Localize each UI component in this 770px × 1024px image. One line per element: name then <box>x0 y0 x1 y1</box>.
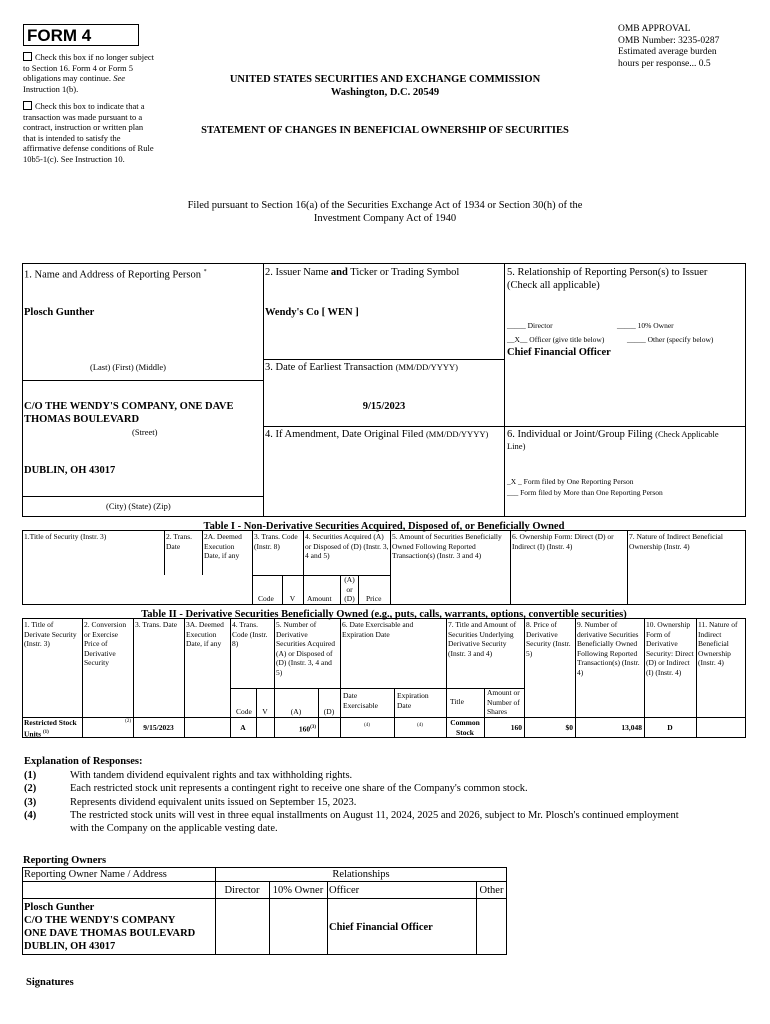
agency-city: Washington, D.C. 20549 <box>330 87 440 98</box>
t2-row-exercisable-fn: (4) <box>364 723 370 728</box>
filing-option-one: _X _ Form filed by One Reporting Person <box>507 477 634 486</box>
t2-row-code: A <box>240 723 246 732</box>
t1-sub-amount: Amount <box>307 594 332 603</box>
relationship-officer: __X__ Officer (give title below) <box>507 335 605 344</box>
t1-col-deemed: 2A. Deemed Execution Date, if any <box>204 532 242 560</box>
t1-sub-aord: (A) or (D) <box>344 575 355 603</box>
t2-row-conversion-fn: (2) <box>125 719 131 724</box>
t2-col-nature: 11. Nature of Indirect Beneficial Ownership (Instr. 4) <box>698 620 738 667</box>
relationship-10pct-owner: _____ 10% Owner <box>617 321 674 330</box>
form-title: FORM 4 <box>27 26 92 45</box>
t1-col-nature: 7. Nature of Indirect Beneficial Ownership (Instr. 4) <box>629 532 723 551</box>
form-title-box <box>23 24 139 46</box>
signatures-title: Signatures <box>26 977 74 988</box>
t2-col-title: 1. Title of Derivate Security (Instr. 3) <box>24 620 77 648</box>
t1-sub-code: Code <box>258 594 274 603</box>
filed-pursuant: Filed pursuant to Section 16(a) of the Securities Exchange Act of 1934 or Section 30(h) of the Investment Company Act of 1940 <box>187 200 583 224</box>
earliest-transaction-date: 9/15/2023 <box>362 401 406 412</box>
relationship-other: _____ Other (specify below) <box>627 335 714 344</box>
t2-col-underlying: 7. Title and Amount of Securities Underlying Derivative Security (Instr. 3 and 4) <box>448 620 517 658</box>
t2-sub-amount: Amount or Number of Shares <box>487 688 520 716</box>
street-caption: (Street) <box>132 427 158 437</box>
t2-col-conversion: 2. Conversion or Exercise Price of Derivative Security <box>84 620 127 667</box>
box6-label: 6. Individual or Joint/Group Filing (Check Applicable Line) <box>507 429 719 451</box>
t2-sub-a: (A) <box>290 707 302 716</box>
explanation-list <box>24 769 744 835</box>
footnote-3: (3) Represents dividend equivalent units issued on September 15, 2023. <box>24 797 357 808</box>
t1-col-code: 3. Trans. Code (Instr. 8) <box>254 532 298 551</box>
owners-col-name: Reporting Owner Name / Address <box>24 869 167 880</box>
check-box-2-text: Check this box to indicate that a transaction was made pursuant to a contract, instruction or written plan that is intended to satisfy the affirmative defense conditions of Rule 10b5-1(c). See Instruction 10. <box>23 101 154 164</box>
statement-title: STATEMENT OF CHANGES IN BENEFICIAL OWNERSHIP OF SECURITIES <box>201 125 569 136</box>
t2-sub-expiration: Expiration Date <box>397 691 429 710</box>
t1-col-title: 1.Title of Security (Instr. 3) <box>24 532 107 541</box>
t2-sub-title: Title <box>450 697 464 706</box>
footnote-1: (1) With tandem dividend equivalent rights and tax withholding rights. <box>24 770 353 781</box>
filing-option-multiple: ___ Form filed by More than One Reporting Person <box>507 488 663 497</box>
t2-col-number: 5. Number of Derivative Securities Acquired (A) or Disposed of (D) (Instr. 3, 4 and 5) <box>276 620 335 677</box>
t2-row-date: 9/15/2023 <box>143 723 174 732</box>
owner-officer-title: Chief Financial Officer <box>329 922 433 933</box>
section16-checkbox[interactable] <box>23 52 32 61</box>
t2-col-owned: 9. Number of derivative Securities Beneficially Owned Following Reported Transaction(s) (Instr. 4) <box>577 620 640 677</box>
agency-name: UNITED STATES SECURITIES AND EXCHANGE COMMISSION <box>229 74 541 85</box>
owner-address: Plosch Gunther C/O THE WENDY'S COMPANY ONE DAVE THOMAS BOULEVARD DUBLIN, OH 43017 <box>24 902 196 952</box>
t2-row-form: D <box>667 723 673 732</box>
t2-row-price: $0 <box>565 723 573 732</box>
t2-row-acquired: 160$^{(3)}$ <box>298 724 316 734</box>
box3-label: 3. Date of Earliest Transaction (MM/DD/YYYY) <box>265 362 458 373</box>
t1-sub-v: V <box>289 594 296 603</box>
city-caption: (City) (State) (Zip) <box>106 501 171 511</box>
owners-col-officer: Officer <box>329 885 360 896</box>
t2-row-underlying-shares: 160 <box>510 723 522 732</box>
t1-col-acquired: 4. Securities Acquired (A) or Disposed of (D) (Instr. 3, 4 and 5) <box>305 532 389 560</box>
omb-approval: OMB APPROVAL OMB Number: 3235-0287 Estimated average burden hours per response... 0.5 <box>618 24 720 69</box>
rule10b5-checkbox[interactable] <box>23 101 32 110</box>
t2-col-code: 4. Trans. Code (Instr. 8) <box>232 620 268 648</box>
reporting-person-name: Plosch Gunther <box>24 307 95 318</box>
t1-col-ownership: 6. Ownership Form: Direct (D) or Indirect (I) (Instr. 4) <box>512 532 614 551</box>
box4-label: 4. If Amendment, Date Original Filed (MM/DD/YYYY) <box>265 429 489 440</box>
t1-col-date: 2. Trans. Date <box>166 532 193 551</box>
t2-sub-v: V <box>262 707 268 716</box>
name-caption: (Last) (First) (Middle) <box>90 362 167 372</box>
t2-row-owned: 13,048 <box>621 723 642 732</box>
t2-row-underlying-title: Common Stock <box>450 718 480 737</box>
table1-title: Table I - Non-Derivative Securities Acquired, Disposed of, or Beneficially Owned <box>203 521 565 532</box>
t2-col-price: 8. Price of Derivative Security (Instr. 5) <box>526 620 571 658</box>
box5-label: 5. Relationship of Reporting Person(s) to Issuer (Check all applicable) <box>507 267 708 291</box>
officer-title: Chief Financial Officer <box>507 347 611 358</box>
relationship-director: _____ Director <box>507 321 553 330</box>
owners-col-10pct: 10% Owner <box>272 885 324 896</box>
owners-col-other: Other <box>479 885 504 896</box>
check-box-1-text: Check this box if no longer subject to Section 16. Form 4 or Form 5 obligations may continue. See Instruction 1(b). <box>23 52 154 94</box>
explanation-title: Explanation of Responses: <box>24 756 143 767</box>
box1-label: 1. Name and Address of Reporting Person * <box>24 269 207 281</box>
t2-col-date: 3. Trans. Date <box>135 620 178 629</box>
footnote-4: (4) The restricted stock units will vest in three equal installments on August 11, 2024, 2025 and 2026, subject to Mr. Plosch's continued employment <box>24 810 679 821</box>
table2-title: Table II - Derivative Securities Beneficially Owned (e.g., puts, calls, warrants, options, convertible securities) <box>141 609 627 620</box>
box2-label: 2. Issuer Name and Ticker or Trading Symbol <box>265 267 460 278</box>
t1-sub-price: Price <box>366 594 382 603</box>
t1-col-amount: 5. Amount of Securities Beneficially Owned Following Reported Transaction(s) (Instr. 3 and 4) <box>392 532 502 560</box>
t2-col-form: 10. Ownership Form of Derivative Security: Direct (D) or Indirect (I) (Instr. 4) <box>646 620 694 677</box>
t2-col-exercisable: 6. Date Exercisable and Expiration Date <box>342 620 414 639</box>
reporting-person-street: C/O THE WENDY'S COMPANY, ONE DAVE THOMAS BOULEVARD <box>24 401 234 425</box>
t2-sub-d: (D) <box>323 707 335 716</box>
issuer-name: Wendy's Co [ WEN ] <box>265 307 359 318</box>
reporting-info-grid <box>22 263 746 517</box>
t2-sub-code: Code <box>236 707 252 716</box>
footnote-2: (2) Each restricted stock unit represents a contingent right to receive one share of the Company's common stock. <box>24 783 528 794</box>
t2-row-expiration-fn: (4) <box>417 723 423 728</box>
t2-row-security: Restricted Stock Units $^{(1)}$ <box>24 718 77 738</box>
owners-col-director: Director <box>224 885 260 896</box>
t2-sub-exercisable: Date Exercisable <box>343 691 378 710</box>
t2-col-deemed: 3A. Deemed Execution Date, if any <box>186 620 224 648</box>
owners-col-relationships: Relationships <box>332 869 390 880</box>
footnote-4-cont: with the Company on the applicable vesting date. <box>70 823 278 834</box>
owners-title: Reporting Owners <box>23 855 107 866</box>
reporting-person-city: DUBLIN, OH 43017 <box>24 465 116 476</box>
